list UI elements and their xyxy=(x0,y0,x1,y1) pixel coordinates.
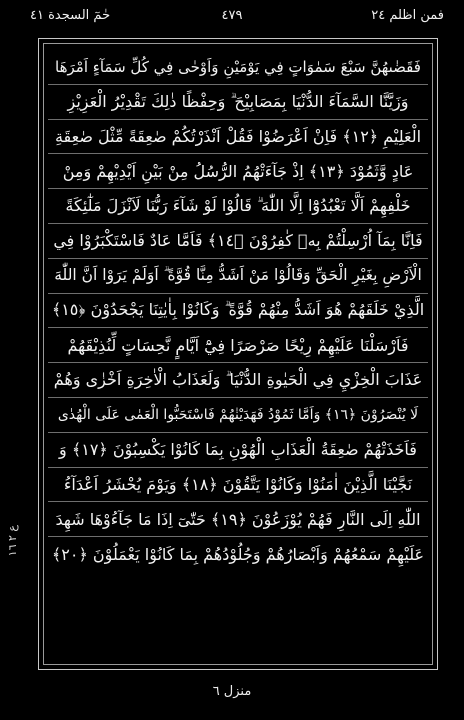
surah-title: حٰمٓ السجدة ٤١ xyxy=(30,8,111,23)
verse-text: لَا يُنْصَرُوْنَ ﴿١٦﴾ وَاَمَّا ثَمُوْدُ فَهَدَيْنٰهُمْ فَاسْتَحَبُّوا الْعَمٰى عَلَى الْهُدٰى xyxy=(57,406,419,423)
verse-line xyxy=(48,120,428,155)
page-header xyxy=(0,6,464,30)
verse-line xyxy=(48,502,428,537)
verse-text: فَقَضٰىهُنَّ سَبْعَ سَمٰوَاتٍ فِي يَوْمَيْنِ وَاَوْحٰى فِي كُلِّ سَمَآءٍ اَمْرَهَا xyxy=(55,57,421,76)
verse-text: فَاِنَّا بِمَآ اُرْسِلْتُمْ بِهٖ كٰفِرُوْنَ ﴿١٤﴾ فَاَمَّا عَادٌ فَاسْتَكْبَرُوْا فِي xyxy=(53,231,423,251)
verse-lines xyxy=(48,50,428,572)
verse-line xyxy=(48,259,428,294)
verse-line xyxy=(48,363,428,398)
verse-line xyxy=(48,537,428,572)
verse-line xyxy=(48,189,428,224)
verse-line xyxy=(48,328,428,363)
ruku-marker: ع ٢ ١٦ xyxy=(6,525,19,557)
page-number: ٤٧٩ xyxy=(221,8,243,23)
verse-line xyxy=(48,224,428,259)
verse-line xyxy=(48,50,428,85)
juz-title: فمن اظلم ٢٤ xyxy=(371,8,444,23)
verse-text: فَاَخَذَتْهُمْ صٰعِقَةُ الْعَذَابِ الْهُوْنِ بِمَا كَانُوْا يَكْسِبُوْنَ ﴿١٧﴾ وَ xyxy=(59,440,417,460)
verse-text: وَزَيَّنَّا السَّمَآءَ الدُّنْيَا بِمَصَابِيْحَ ۗ وَحِفْظًا ذٰلِكَ تَقْدِيْرُ الْعَزِيْزِ xyxy=(67,91,409,111)
verse-line xyxy=(48,294,428,329)
verse-text: الَّذِيْ خَلَقَهُمْ هُوَ اَشَدُّ مِنْهُمْ قُوَّةً ۗ وَكَانُوْا بِاٰيٰتِنَا يَجْحَدُوْنَ ﴿١٥﴾ xyxy=(51,300,425,320)
verse-text: عَذَابَ الْخِزْيِ فِي الْحَيٰوةِ الدُّنْيَا ۗ وَلَعَذَابُ الْاٰخِرَةِ اَخْزٰى وَهُمْ xyxy=(53,370,423,390)
verse-line xyxy=(48,85,428,120)
verse-text: عَادٍ وَّثَمُوْدَ ﴿١٣﴾ اِذْ جَآءَتْهُمُ الرُّسُلُ مِنْ بَيْنِ اَيْدِيْهِمْ وَمِنْ xyxy=(62,161,414,181)
verse-text: خَلْفِهِمْ اَلَّا تَعْبُدُوْٓا اِلَّا اللّٰهَ ۗ قَالُوْا لَوْ شَآءَ رَبُّنَا لَاَنْزَلَ مَلٰٓئِكَةً xyxy=(65,196,411,216)
verse-line xyxy=(48,154,428,189)
verse-text: الْعَلِيْمِ ﴿١٢﴾ فَاِنْ اَعْرَضُوْا فَقُلْ اَنْذَرْتُكُمْ صٰعِقَةً مِّثْلَ صٰعِقَةِ xyxy=(54,126,422,146)
manzil-footer: منزل ٦ xyxy=(212,684,252,699)
verse-text: فَاَرْسَلْنَا عَلَيْهِمْ رِيْحًا صَرْصَرًا فِيْٓ اَيَّامٍ نَّحِسَاتٍ لِّنُذِيْقَهُمْ xyxy=(67,335,409,355)
verse-line xyxy=(48,468,428,503)
verse-text: نَجَّيْنَا الَّذِيْنَ اٰمَنُوْا وَكَانُوْا يَتَّقُوْنَ ﴿١٨﴾ وَيَوْمَ يُحْشَرُ اَعْدَآءُ xyxy=(63,474,413,494)
verse-text: الْاَرْضِ بِغَيْرِ الْحَقِّ وَقَالُوْا مَنْ اَشَدُّ مِنَّا قُوَّةً ۗ اَوَلَمْ يَرَوْا اَنَّ اللّٰهَ xyxy=(54,266,422,285)
verse-line xyxy=(48,433,428,468)
verse-line xyxy=(48,398,428,433)
verse-text: عَلَيْهِمْ سَمْعُهُمْ وَاَبْصَارُهُمْ وَجُلُوْدُهُمْ بِمَا كَانُوْا يَعْمَلُوْنَ ﴿٢٠﴾ xyxy=(51,545,425,565)
verse-text: اللّٰهِ اِلَى النَّارِ فَهُمْ يُوْزَعُوْنَ ﴿١٩﴾ حَتّٰىٓ اِذَا مَا جَآءُوْهَا شَهِدَ xyxy=(55,509,421,529)
